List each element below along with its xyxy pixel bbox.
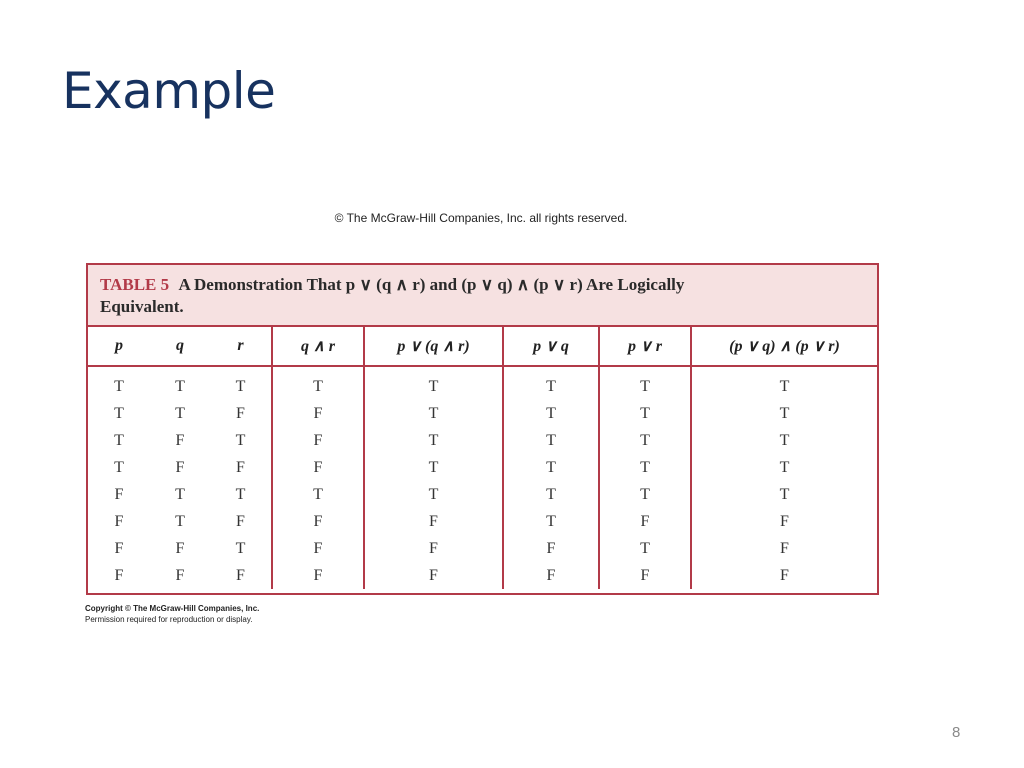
table-cell: F: [236, 458, 245, 476]
table-cell: T: [691, 481, 877, 508]
table-cell: T: [599, 454, 691, 481]
table-row: [88, 562, 877, 589]
table-cell: F: [599, 508, 691, 535]
table-cell: T: [599, 400, 691, 427]
table-cell: T: [114, 377, 124, 395]
column-header: p ∨ (q ∧ r): [364, 327, 503, 366]
table-cell: T: [691, 400, 877, 427]
footer-copyright: [85, 603, 259, 625]
truth-table: [88, 327, 877, 589]
table-cell: F: [272, 427, 364, 454]
table-header-row: [88, 327, 877, 366]
slide-title: Example: [62, 62, 276, 120]
table-cell: T: [364, 427, 503, 454]
table-cell: T: [175, 377, 185, 395]
table-row: [88, 481, 877, 508]
table-cell: F: [272, 562, 364, 589]
column-header: r: [210, 327, 272, 366]
table-cell: F: [114, 485, 124, 503]
table-cell: T: [272, 366, 364, 400]
table-cell: T: [235, 539, 246, 557]
table-cell: F: [599, 562, 691, 589]
table-cell: T: [503, 400, 599, 427]
column-header: q ∧ r: [272, 327, 364, 366]
table-cell: F: [114, 539, 124, 557]
table-cell: T: [114, 404, 124, 422]
table-cell: T: [364, 481, 503, 508]
table-cell: T: [503, 481, 599, 508]
table-cell: T: [235, 377, 246, 395]
table-cell: F: [175, 458, 185, 476]
table-cell: T: [272, 481, 364, 508]
table-cell: T: [235, 485, 246, 503]
table-row: [88, 535, 877, 562]
table-cell: T: [691, 366, 877, 400]
table-cell: T: [114, 458, 124, 476]
table-cell: T: [599, 481, 691, 508]
table-cell: F: [175, 431, 185, 449]
top-copyright-notice: © The McGraw-Hill Companies, Inc. all rights reserved.: [334, 211, 628, 225]
table-cell: T: [175, 485, 185, 503]
table-cell: F: [175, 566, 185, 584]
table-cell: T: [364, 366, 503, 400]
table-label: TABLE 5: [100, 275, 170, 294]
table-cell: F: [114, 566, 124, 584]
table-cell: F: [272, 508, 364, 535]
truth-table-figure: [86, 263, 879, 595]
table-cell: F: [691, 508, 877, 535]
table-cell: F: [364, 535, 503, 562]
footer-permission-line: Permission required for reproduction or display.: [85, 615, 253, 624]
table-cell: T: [599, 366, 691, 400]
table-row: [88, 366, 877, 400]
table-cell: T: [599, 427, 691, 454]
table-row: [88, 454, 877, 481]
table-cell: F: [503, 535, 599, 562]
table-row: [88, 400, 877, 427]
table-cell: F: [272, 454, 364, 481]
table-cell: T: [691, 427, 877, 454]
table-caption-line1: A Demonstration That p ∨ (q ∧ r) and (p ∨ q) ∧ (p ∨ r) Are Logically: [178, 275, 685, 294]
table-cell: F: [236, 512, 245, 530]
table-cell: T: [364, 454, 503, 481]
table-cell: T: [235, 431, 246, 449]
table-caption-line2: Equivalent.: [100, 297, 184, 316]
table-cell: F: [236, 566, 245, 584]
table-cell: F: [364, 508, 503, 535]
table-cell: F: [114, 512, 124, 530]
footer-copyright-line: Copyright © The McGraw-Hill Companies, Inc.: [85, 604, 260, 613]
table-cell: F: [175, 539, 185, 557]
table-cell: T: [503, 508, 599, 535]
page-number: 8: [952, 724, 961, 741]
table-cell: T: [503, 454, 599, 481]
table-cell: F: [691, 535, 877, 562]
column-header: q: [150, 327, 210, 366]
table-cell: T: [175, 404, 185, 422]
column-header: p ∨ q: [503, 327, 599, 366]
table-cell: T: [503, 366, 599, 400]
table-cell: T: [503, 427, 599, 454]
table-cell: F: [272, 535, 364, 562]
table-cell: F: [272, 400, 364, 427]
column-header: p: [88, 327, 150, 366]
table-row: [88, 508, 877, 535]
table-cell: T: [599, 535, 691, 562]
column-header: p ∨ r: [599, 327, 691, 366]
table-cell: F: [503, 562, 599, 589]
table-caption: [88, 265, 877, 327]
table-cell: T: [175, 512, 185, 530]
table-body: [88, 366, 877, 589]
table-cell: T: [364, 400, 503, 427]
table-cell: F: [691, 562, 877, 589]
table-cell: T: [114, 431, 124, 449]
table-cell: T: [691, 454, 877, 481]
table-cell: F: [236, 404, 245, 422]
column-header: (p ∨ q) ∧ (p ∨ r): [691, 327, 877, 366]
table-cell: F: [364, 562, 503, 589]
table-row: [88, 427, 877, 454]
